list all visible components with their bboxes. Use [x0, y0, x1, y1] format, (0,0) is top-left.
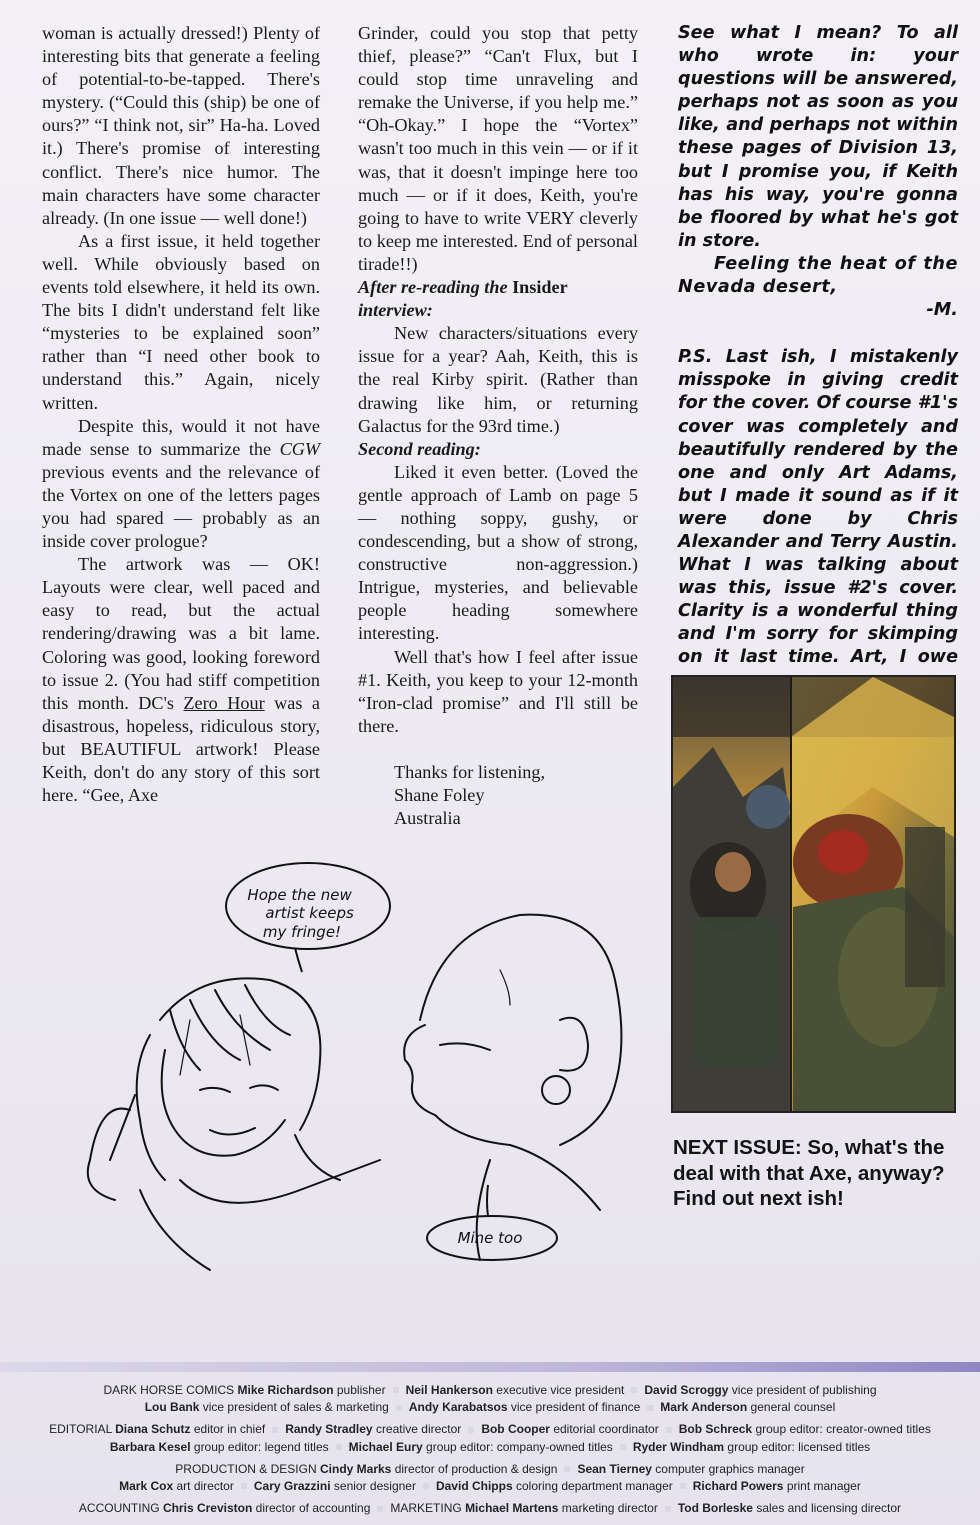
credit-role: art director [176, 1479, 234, 1494]
letter-paragraph: As a first issue, it held together well. While obviously based on events told elsewhere, it held its own. The bits I didn't understand felt like “mysteries to be explained soon” rather than “I need other book to understand this.” Again, nicely written. [42, 230, 320, 413]
credit-role: publisher [336, 1383, 386, 1397]
signoff-name: Shane Foley [394, 785, 485, 805]
subheading-second-reading: Second reading: [358, 438, 481, 459]
separator-dot [666, 1427, 672, 1433]
separator-dot [564, 1466, 570, 1472]
letter-paragraph: New characters/situations every issue for a year? Aah, Keith, this is the real Kirby spirit. (Rather than drawing like him, or returning Galactus for the 93rd time.) [358, 323, 638, 436]
text-run: After re-reading the [358, 277, 513, 298]
credit-name: Lou Bank [144, 1400, 200, 1415]
credit-name: Ryder Windham [632, 1439, 725, 1454]
response-signature: -M. [926, 300, 958, 321]
credit-role: director of production & design [394, 1461, 558, 1476]
credit-name: Barbara Kesel [109, 1439, 191, 1454]
separator-dot [241, 1483, 247, 1489]
credit-role: group editor: legend titles [193, 1439, 329, 1454]
cgw-title: CGW [279, 438, 320, 459]
bubble-text-line: artist keeps [265, 904, 354, 922]
separator-dot [272, 1427, 278, 1433]
credit-role: coloring department manager [516, 1479, 673, 1494]
credits-line [0, 1439, 980, 1456]
postscript: P.S. Last ish, I mistakenly misspoke in giving credit for the cover. Of course #1's cover was completely and beautifully rendered by the one and only Art Adams, but I made it sound as if it were done by Chris Alexander and Terry Austin. What I was talking about was this, issue #2's cover. Clarity is a wonderful thing and I'm sorry for skimping on it last time. Art, I owe [678, 347, 958, 668]
credits-line [0, 1461, 980, 1478]
credit-name: Tod Borleske [677, 1501, 753, 1516]
separator-dot [377, 1506, 383, 1512]
separator-dot [396, 1405, 402, 1411]
letter-paragraph [42, 415, 320, 554]
editor-response [678, 22, 958, 693]
credit-name: Chris Creviston [162, 1501, 253, 1516]
credit-role: print manager [786, 1479, 861, 1494]
credit-role: group editor: company-owned titles [426, 1439, 613, 1454]
credit-name: Michael Eury [348, 1439, 423, 1454]
credit-department: EDITORIAL [49, 1422, 112, 1437]
svg-text:Hope the new artist keeps [247, 886, 358, 941]
letter-column-2 [358, 22, 638, 830]
separator-dot [680, 1483, 686, 1489]
credit-name: Bob Schreck [678, 1422, 753, 1437]
text-run: Despite this, would it not have made sense to summarize the [42, 415, 320, 459]
separator-dot [393, 1387, 399, 1393]
credit-name: Cindy Marks [319, 1461, 392, 1476]
signoff-location: Australia [394, 808, 461, 829]
credit-name: Mike Richardson [237, 1383, 334, 1397]
credit-role: senior designer [333, 1479, 416, 1494]
credit-role: vice president of finance [510, 1400, 641, 1415]
credit-role: editorial coordinator [553, 1422, 659, 1437]
bubble-text-man: Mine too [457, 1229, 523, 1247]
credit-name: Sean Tierney [577, 1461, 652, 1476]
man-sketch [404, 915, 621, 1260]
separator-dot [631, 1387, 637, 1393]
credit-name: Mark Anderson [660, 1400, 748, 1415]
credit-department: ACCOUNTING [78, 1501, 160, 1516]
credit-name: Michael Martens [465, 1501, 559, 1516]
separator-dot [647, 1405, 653, 1411]
credits-line [0, 1478, 980, 1495]
bubble-text-line: my fringe! [262, 923, 342, 941]
woman-sketch [88, 978, 380, 1270]
separator-dot [336, 1444, 342, 1450]
credits-line [0, 1382, 980, 1399]
letter-paragraph: Well that's how I feel after issue #1. Keith, you keep to your 12-month “Iron-clad promise” and I'll still be there. [358, 646, 638, 736]
letter-paragraph [42, 553, 320, 807]
response-signoff: Feeling the heat of the Nevada desert, [678, 253, 958, 298]
credit-name: David Chipps [435, 1479, 513, 1494]
credit-name: Andy Karabatsos [408, 1400, 508, 1415]
credit-role: sales and licensing director [756, 1501, 902, 1516]
credit-department: MARKETING [390, 1501, 462, 1516]
letter-column-1 [42, 22, 320, 807]
credit-name: Diana Schutz [115, 1422, 191, 1437]
credits-divider [0, 1362, 980, 1372]
separator-dot [665, 1506, 671, 1512]
credit-department: PRODUCTION & DESIGN [175, 1461, 317, 1476]
cover-art-image [671, 675, 956, 1113]
credit-role: marketing director [561, 1501, 658, 1516]
credit-name: Neil Hankerson [405, 1383, 493, 1397]
letter-paragraph: woman is actually dressed!) Plenty of interesting bits that generate a feeling of potential-to-be-tapped. There's mystery. (“Could this (ship) be one of ours?” “I think not, sir” Ha-ha. Loved it.) There's promise of interesting conflict. There's nice humor. The main characters have some character already. (In one issue — well done!) [42, 23, 320, 228]
text-run: The artwork was — OK! Layouts were clear, well paced and easy to read, but the actual rendering/drawing was a bit lame. Coloring was good, looking foreword to issue 2. (You had stiff competition this month. DC's [42, 554, 320, 713]
signoff-line: Thanks for listening, [394, 761, 546, 782]
credit-role: group editor: licensed titles [727, 1439, 871, 1454]
insider-title: Insider [512, 277, 568, 298]
letter-paragraph: Liked it even better. (Loved the gentle approach of Lamb on page 5 — nothing soppy, gushy, or condescending, but a show of strong, constructive non-aggression.) Intrigue, mysteries, and believable people heading somewhere interesting. [358, 461, 638, 644]
credit-role: executive vice president [496, 1383, 625, 1397]
text-run: was a disastrous, hopeless, ridiculous story, but BEAUTIFUL artwork! Please Keith, don't do any story of this sort here. “Gee, Axe [42, 692, 320, 806]
text-run: previous events and the relevance of the Vortex on one of the letters pages you had spared — probably as an inside cover prologue? [42, 461, 320, 552]
next-issue-blurb: NEXT ISSUE: So, what's the deal with that Axe, anyway? Find out next ish! [673, 1136, 945, 1210]
zero-hour-title: Zero Hour [183, 692, 265, 713]
credit-name: David Scroggy [644, 1383, 729, 1397]
separator-dot [468, 1427, 474, 1433]
sketch-illustration [40, 860, 650, 1290]
credit-name: Bob Cooper [481, 1422, 550, 1437]
credit-role: editor in chief [193, 1422, 266, 1437]
cover-illustration [673, 677, 954, 1111]
credit-role: group editor: creator-owned titles [755, 1422, 931, 1437]
credit-name: Randy Stradley [285, 1422, 373, 1437]
text-run: interview: [358, 300, 433, 321]
letter-paragraph: Grinder, could you stop that petty thief, please?” “Can't Flux, but I could stop time unraveling and remake the Universe, if you help me.” “Oh-Okay.” I hope the “Vortex” wasn't too much in this vein — or if it was, that it doesn't impinge here too much — or if it does, Keith, you're going to have to write VERY cleverly to keep me interested. End of personal tirade!!) [358, 23, 638, 274]
credit-role: vice president of publishing [731, 1383, 877, 1397]
separator-dot [620, 1444, 626, 1450]
credit-role: creative director [375, 1422, 462, 1437]
credit-name: Cary Grazzini [253, 1479, 331, 1494]
credit-name: Mark Cox [119, 1479, 174, 1494]
credit-role: computer graphics manager [655, 1461, 805, 1476]
subheading-rereading [358, 276, 638, 322]
credits-line [0, 1421, 980, 1438]
credit-role: vice president of sales & marketing [202, 1400, 389, 1415]
bubble-text-line: Hope the new [247, 886, 352, 904]
credits-line [0, 1399, 980, 1416]
masthead-credits [0, 1382, 980, 1517]
credit-role: director of accounting [255, 1501, 371, 1516]
credit-department: DARK HORSE COMICS [103, 1383, 235, 1397]
credit-role: general counsel [750, 1400, 836, 1415]
response-paragraph: See what I mean? To all who wrote in: your questions will be answered, perhaps not as soon as you like, and perhaps not within these pages of Division 13, but I promise you, if Keith has his way, you're gonna be floored by what he's got in store. [678, 23, 958, 251]
separator-dot [423, 1483, 429, 1489]
credits-line [0, 1500, 980, 1517]
credit-name: Richard Powers [692, 1479, 784, 1494]
